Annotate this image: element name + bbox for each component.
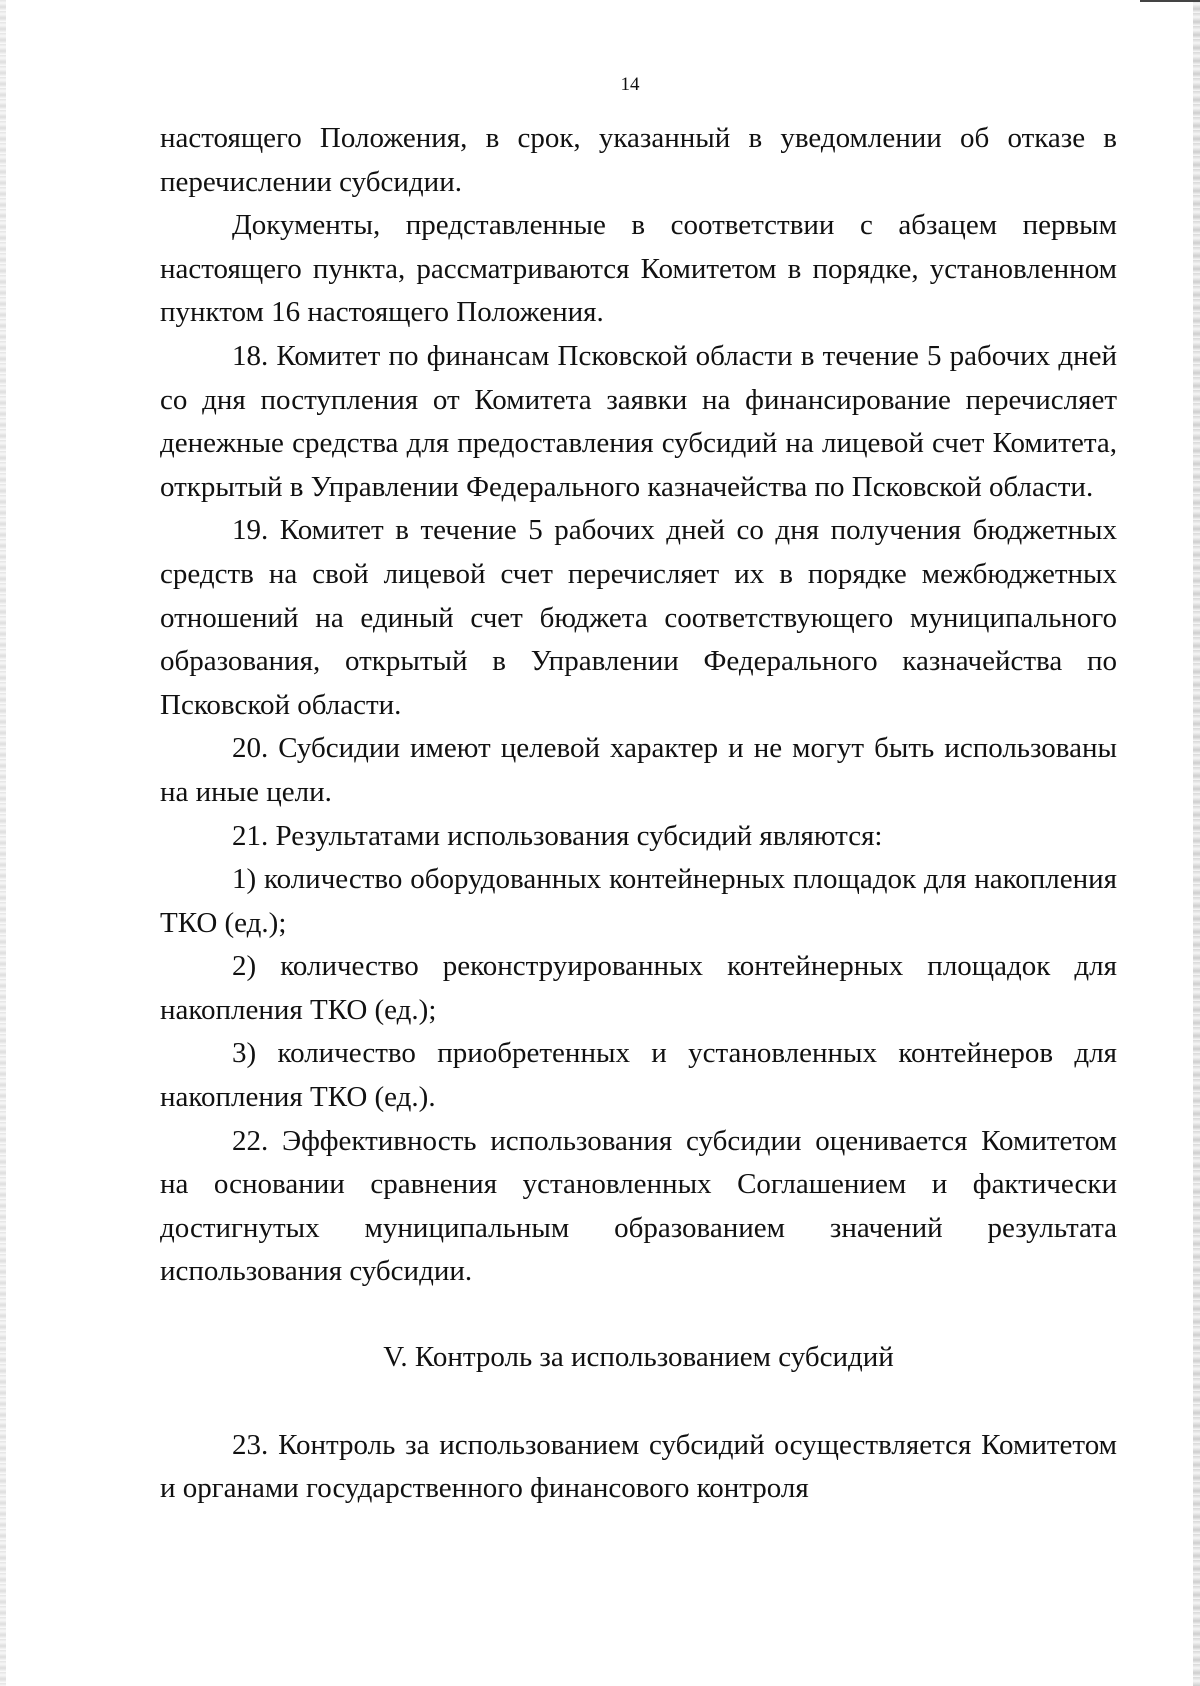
paragraph-documents: Документы, представленные в соответствии с абзацем первым настоящего пункта, рассматриваются Комитетом в порядке, установленном пунктом 16 настоящего Положения.: [160, 209, 1117, 329]
paragraph-22: 22. Эффективность использования субсидии оценивается Комитетом на основании сравнения установленных Соглашением и фактически достигнутых муниципальным образованием значений результата использования субсидии.: [160, 1124, 1117, 1288]
paragraph-continuation: настоящего Положения, в срок, указанный в уведомлении об отказе в перечислении субсидии.: [160, 122, 1117, 198]
paragraph-19: 19. Комитет в течение 5 рабочих дней со дня получения бюджетных средств на свой лицевой счет перечисляет их в порядке межбюджетных отношений на единый счет бюджета соответствующего муниципального образования, открытый в Управлении Федерального казначейства по Псковской области.: [160, 514, 1117, 721]
document-body: [160, 117, 1117, 1511]
paragraph-21: 21. Результатами использования субсидий являются:: [232, 819, 883, 852]
page-number: 14: [620, 74, 640, 95]
paragraph-20: 20. Субсидии имеют целевой характер и не могут быть использованы на иные цели.: [160, 732, 1117, 808]
paragraph-23: 23. Контроль за использованием субсидий осуществляется Комитетом и органами государственного финансового контроля: [160, 1428, 1117, 1505]
scan-corner-mark: [1140, 0, 1200, 2]
list-item-1: 1) количество оборудованных контейнерных площадок для накопления ТКО (ед.);: [160, 863, 1117, 939]
list-item-3: 3) количество приобретенных и установленных контейнеров для накопления ТКО (ед.).: [160, 1037, 1117, 1114]
scan-edge-left: [0, 0, 6, 1686]
scan-edge-right: [1193, 0, 1200, 1686]
section-heading: V. Контроль за использованием субсидий: [383, 1341, 894, 1374]
list-item-2: 2) количество реконструированных контейнерных площадок для накопления ТКО (ед.);: [160, 950, 1117, 1026]
paragraph-18: 18. Комитет по финансам Псковской области в течение 5 рабочих дней со дня поступления от Комитета заявки на финансирование перечисляет денежные средства для предоставления субсидий на лицевой счет Комитета, открытый в Управлении Федерального казначейства по Псковской области.: [160, 339, 1117, 503]
